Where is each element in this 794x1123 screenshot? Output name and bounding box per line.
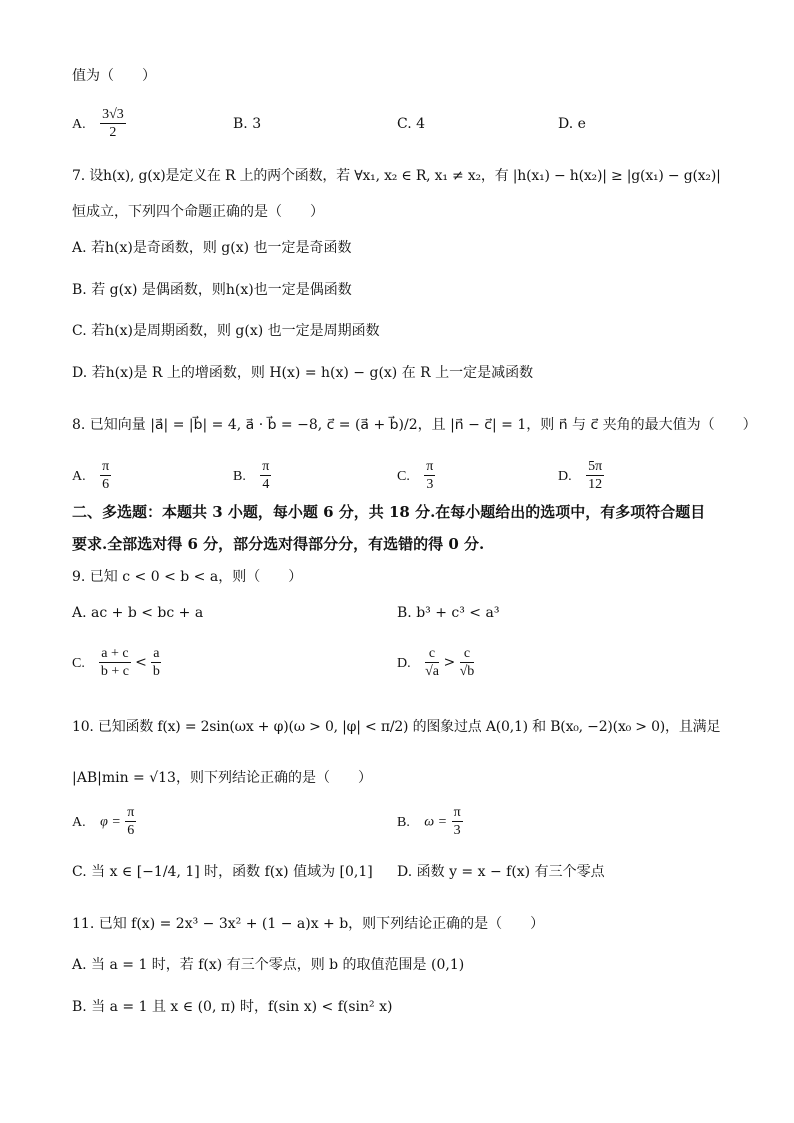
q10-stem-cont: |AB|min = √13，则下列结论正确的是（ ） xyxy=(72,770,372,786)
fraction: $\frac{\pi}{4}$ xyxy=(262,459,270,492)
q8-stem: 8. 已知向量 |a⃗| = |b⃗| = 4, a⃗ · b⃗ = −8, c⃗ = (a⃗ + b⃗)/2，且 |n⃗ − c⃗| = 1，则 n⃗ 与 c⃗ 夹角的最大值为（ ） xyxy=(72,417,757,433)
q6-option-b: B. 3 xyxy=(233,116,262,132)
q10-stem: 10. 已知函数 f(x) = 2sin(ωx + φ)(ω > 0, |φ| < π/2) 的图象过点 A(0,1) 和 B(x₀, −2)(x₀ > 0)，且满足 xyxy=(72,719,721,735)
q9-option-d: D. $\frac{c}{√a}$ > $\frac{c}{√b}$ xyxy=(397,646,475,679)
q7-option-d: D. 若h(x)是 R 上的增函数，则 H(x) = h(x) − g(x) 在 R 上一定是减函数 xyxy=(72,365,534,381)
q7-stem-cont: 恒成立，下列四个命题正确的是（ ） xyxy=(72,204,324,220)
fraction: $\frac{5\pi}{12}$ xyxy=(588,459,603,492)
fraction: $\frac{\pi}{6}$ xyxy=(127,805,135,838)
q6-option-a: A. $\frac{3√3}{2}$ xyxy=(72,107,124,140)
q9-option-a: A. ac + b < bc + a xyxy=(72,605,204,621)
q9-option-b: B. b³ + c³ < a³ xyxy=(397,605,500,621)
q10-option-a: A. φ = $\frac{\pi}{6}$ xyxy=(72,805,135,838)
q8-option-b: B. $\frac{\pi}{4}$ xyxy=(233,459,270,492)
q10-option-c: C. 当 x ∈ [−1/4, 1] 时，函数 f(x) 值域为 [0,1] xyxy=(72,864,373,880)
q6-option-c: C. 4 xyxy=(397,116,426,132)
fraction: $\frac{\pi}{6}$ xyxy=(102,459,110,492)
q9-stem: 9. 已知 c < 0 < b < a，则（ ） xyxy=(72,569,303,585)
fraction: $\frac{a + c}{b + c}$ xyxy=(100,646,130,679)
q7-option-c: C. 若h(x)是周期函数，则 g(x) 也一定是周期函数 xyxy=(72,323,380,339)
q11-stem: 11. 已知 f(x) = 2x³ − 3x² + (1 − a)x + b，则下列结论正确的是（ ） xyxy=(72,916,545,932)
fraction: $\frac{3√3}{2}$ xyxy=(102,107,124,140)
q7-option-a: A. 若h(x)是奇函数，则 g(x) 也一定是奇函数 xyxy=(72,240,352,256)
fraction: $\frac{a}{b}$ xyxy=(152,646,160,679)
fraction: $\frac{c}{√a}$ xyxy=(425,646,439,679)
fraction: $\frac{\pi}{3}$ xyxy=(426,459,434,492)
q6-stem-tail: 值为（ ） xyxy=(72,68,156,84)
q8-option-a: A. $\frac{\pi}{6}$ xyxy=(72,459,110,492)
q9-option-c: C. $\frac{a + c}{b + c}$ < $\frac{a}{b}$ xyxy=(72,646,160,679)
q7-option-b: B. 若 g(x) 是偶函数，则h(x)也一定是偶函数 xyxy=(72,282,352,298)
q8-option-c: C. $\frac{\pi}{3}$ xyxy=(397,459,434,492)
section-heading: 二、多选题：本题共 3 小题，每小题 6 分，共 18 分.在每小题给出的选项中，有多项符合题目 xyxy=(72,503,706,521)
q6-option-d: D. e xyxy=(558,116,586,132)
q8-option-d: D. $\frac{5\pi}{12}$ xyxy=(558,459,603,492)
q10-option-d: D. 函数 y = x − f(x) 有三个零点 xyxy=(397,864,605,880)
section-heading-cont: 要求.全部选对得 6 分，部分选对得部分分，有选错的得 0 分. xyxy=(72,535,485,553)
q7-stem: 7. 设h(x), g(x)是定义在 R 上的两个函数，若 ∀x₁, x₂ ∈ R, x₁ ≠ x₂，有 |h(x₁) − h(x₂)| ≥ |g(x₁) − g(x₂)| xyxy=(72,168,721,184)
fraction: $\frac{c}{√b}$ xyxy=(459,646,475,679)
q11-option-b: B. 当 a = 1 且 x ∈ (0, π) 时，f(sin x) < f(sin² x) xyxy=(72,999,393,1015)
q10-option-b: B. ω = $\frac{\pi}{3}$ xyxy=(397,805,461,838)
fraction: $\frac{\pi}{3}$ xyxy=(453,805,461,838)
q11-option-a: A. 当 a = 1 时，若 f(x) 有三个零点，则 b 的取值范围是 (0,1) xyxy=(72,957,465,973)
